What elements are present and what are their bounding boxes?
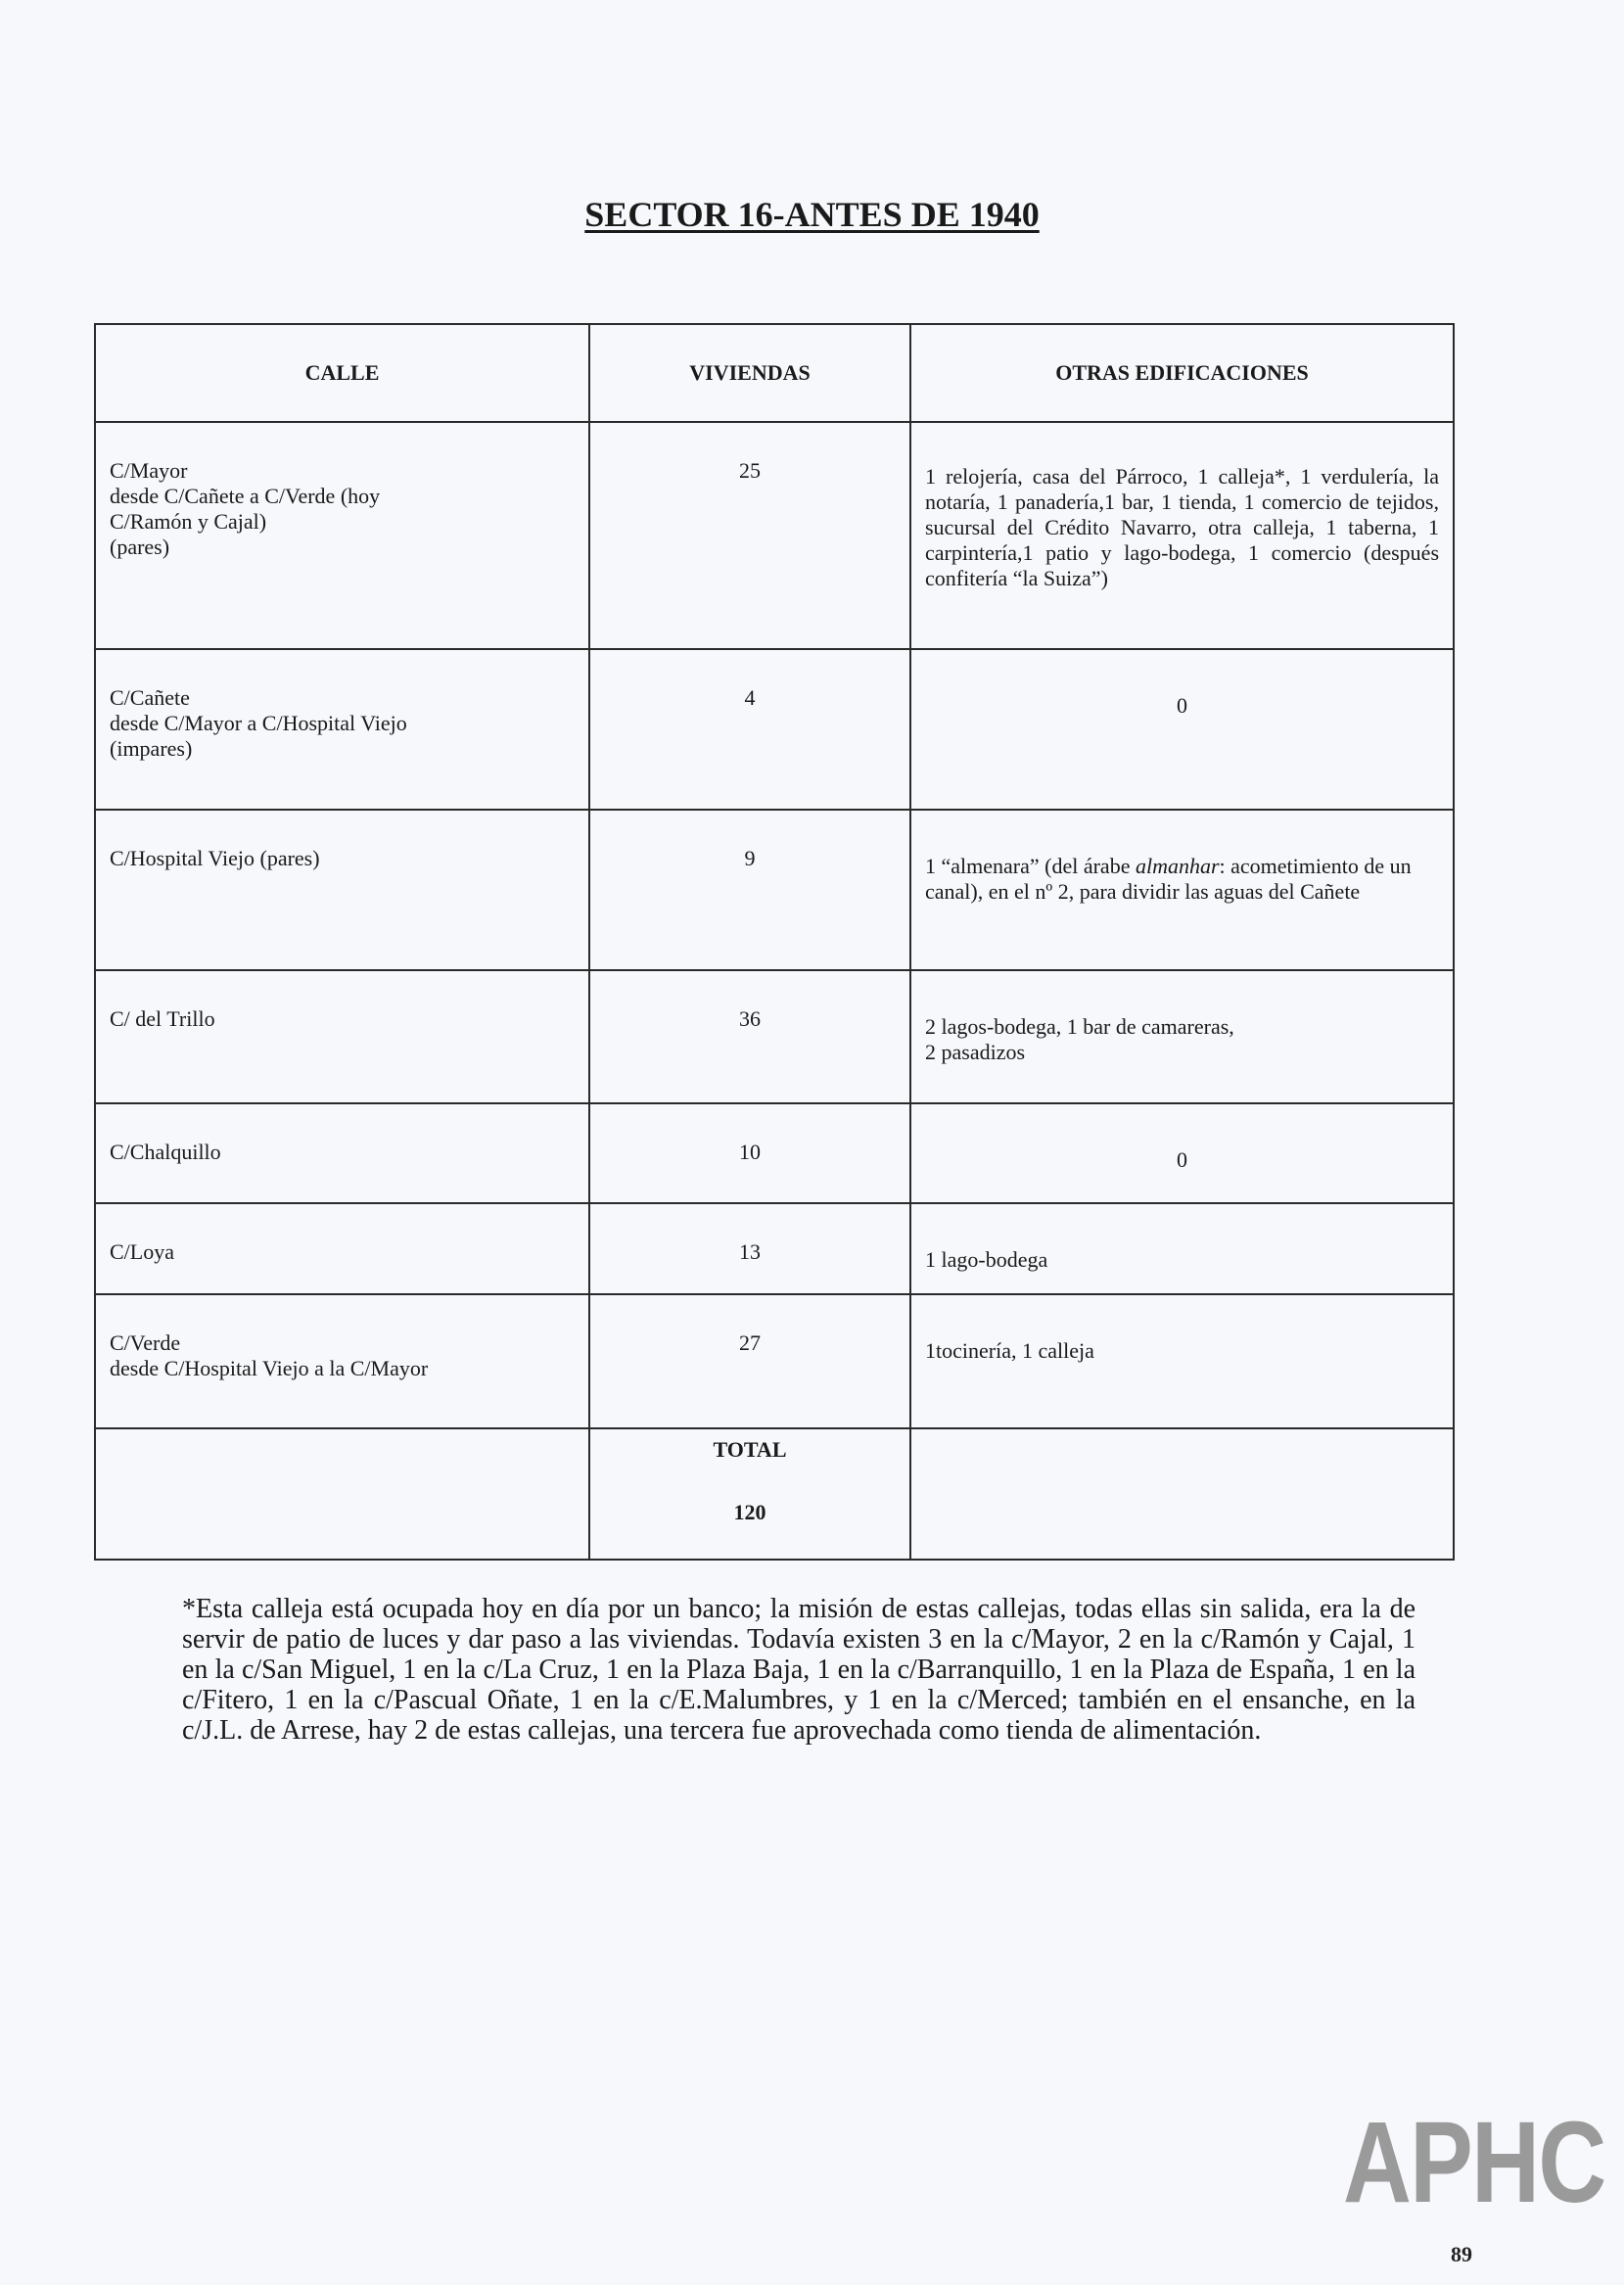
cell-calle: C/Verde desde C/Hospital Viejo a la C/Mayor [95, 1294, 589, 1428]
total-value: 120 [733, 1500, 766, 1524]
cell-otras [910, 810, 1454, 970]
cell-calle: C/Chalquillo [95, 1103, 589, 1203]
cell-calle: C/Hospital Viejo (pares) [95, 810, 589, 970]
cell-viviendas: 4 [589, 649, 910, 810]
cell-calle: C/Cañete desde C/Mayor a C/Hospital Viejo (impares) [95, 649, 589, 810]
cell-total [589, 1428, 910, 1560]
header-calle: CALLE [95, 324, 589, 422]
cell-viviendas: 10 [589, 1103, 910, 1203]
cell-otras: 1 lago-bodega [910, 1203, 1454, 1294]
sector-table [94, 323, 1455, 1561]
table-row [95, 649, 1454, 810]
table-row [95, 422, 1454, 649]
cell-empty [910, 1428, 1454, 1560]
table-header-row [95, 324, 1454, 422]
table-row [95, 810, 1454, 970]
cell-calle: C/Mayor desde C/Cañete a C/Verde (hoy C/Ramón y Cajal) (pares) [95, 422, 589, 649]
cell-otras: 2 lagos-bodega, 1 bar de camareras, 2 pasadizos [910, 970, 1454, 1103]
cell-viviendas: 13 [589, 1203, 910, 1294]
cell-viviendas: 36 [589, 970, 910, 1103]
otras-text: 1 “almenara” (del árabe [925, 854, 1136, 878]
header-otras: OTRAS EDIFICACIONES [910, 324, 1454, 422]
cell-otras: 1 relojería, casa del Párroco, 1 calleja*, 1 verdulería, la notaría, 1 panadería,1 bar, 1 tienda, 1 comercio de tejidos, sucursal del Crédito Navarro, otra calleja, 1 taberna, 1 carpintería,1 patio y lago-bodega, 1 comercio (después confitería “la Suiza”) [910, 422, 1454, 649]
table-row [95, 970, 1454, 1103]
cell-empty [95, 1428, 589, 1560]
cell-calle: C/ del Trillo [95, 970, 589, 1103]
cell-viviendas: 25 [589, 422, 910, 649]
total-label: TOTAL [713, 1437, 787, 1462]
aphc-logo: APHC [1343, 2098, 1605, 2227]
page-title: SECTOR 16-ANTES DE 1940 [584, 195, 1040, 234]
cell-otras: 0 [910, 1103, 1454, 1203]
header-viviendas: VIVIENDAS [589, 324, 910, 422]
table-row [95, 1103, 1454, 1203]
cell-otras: 0 [910, 649, 1454, 810]
table-row [95, 1203, 1454, 1294]
table-total-row [95, 1428, 1454, 1560]
page-number: 89 [1451, 2242, 1472, 2266]
otras-text: : acometimiento de un canal), en el nº 2, para dividir las aguas del Cañete [925, 854, 1412, 904]
cell-viviendas: 9 [589, 810, 910, 970]
cell-otras: 1tocinería, 1 calleja [910, 1294, 1454, 1428]
cell-calle: C/Loya [95, 1203, 589, 1294]
otras-italic-term: almanhar [1135, 854, 1220, 878]
table-row [95, 1294, 1454, 1428]
cell-viviendas: 27 [589, 1294, 910, 1428]
footnote: *Esta calleja está ocupada hoy en día por un banco; la misión de estas callejas, todas ellas sin salida, era la de servir de patio de luces y dar paso a las viviendas. Todavía existen 3 en la c/Mayor, 2 en la c/Ramón y Cajal, 1 en la c/San Miguel, 1 en la c/La Cruz, 1 en la Plaza Baja, 1 en la c/Barranquillo, 1 en la Plaza de España, 1 en la c/Fitero, 1 en la c/Pascual Oñate, 1 en la c/E.Malumbres, y 1 en la c/Merced; también en el ensanche, en la c/J.L. de Arrese, hay 2 de estas callejas, una tercera fue aprovechada como tienda de alimentación. [182, 1594, 1415, 1746]
